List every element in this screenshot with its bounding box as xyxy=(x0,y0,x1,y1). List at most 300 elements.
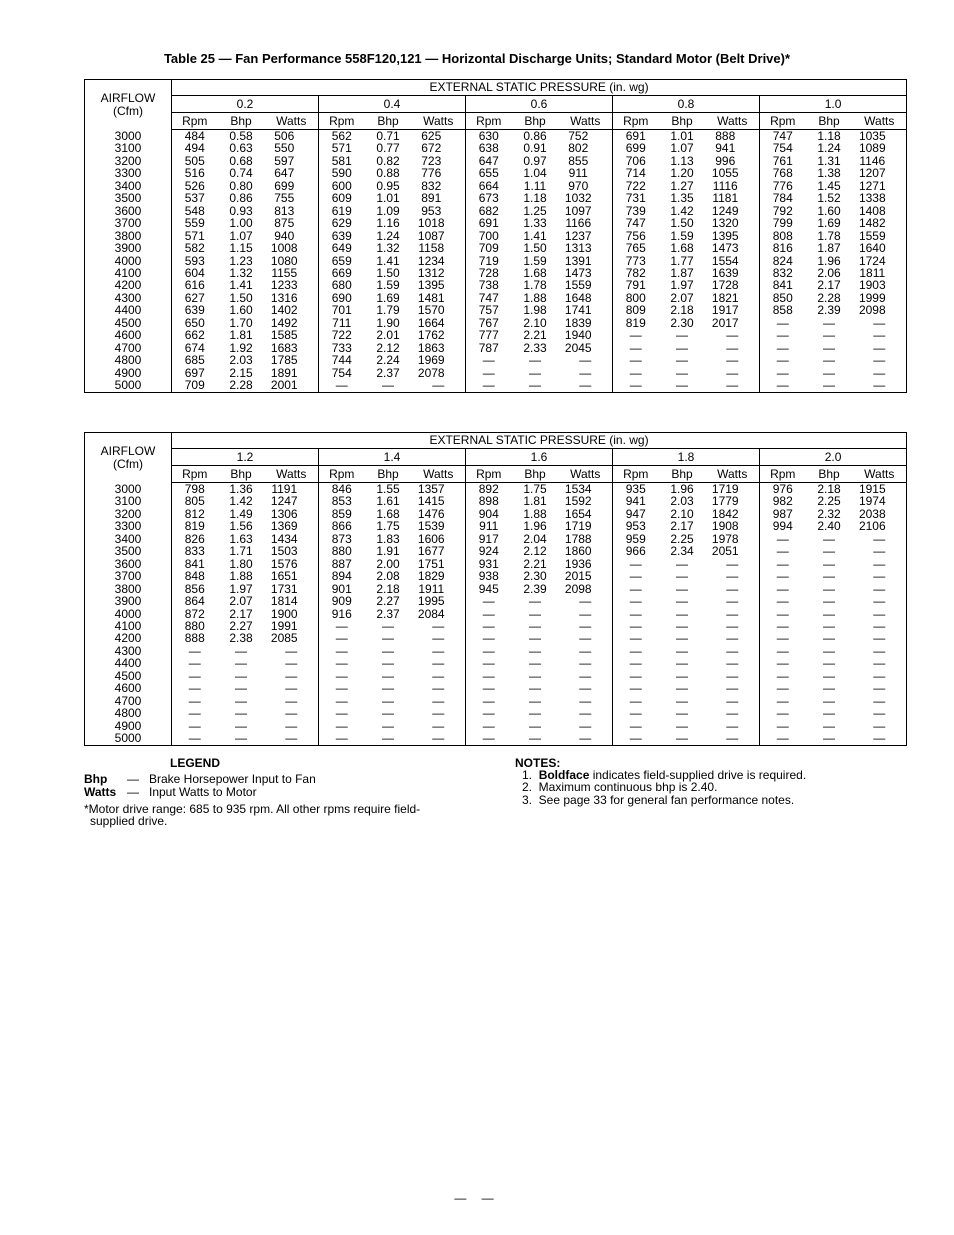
rpm-cell: — xyxy=(776,706,789,721)
airflow-cell: 4700 xyxy=(85,342,172,354)
bhp-cell: — xyxy=(676,378,688,393)
watts-cell: 1357 xyxy=(412,483,466,496)
rpm-cell: — xyxy=(776,353,789,368)
rpm-cell: 872 xyxy=(184,606,205,621)
rpm-cell: 761 xyxy=(772,153,793,168)
watts-cell: 1900 xyxy=(265,608,319,620)
rpm-cell: 898 xyxy=(478,494,499,509)
bhp-cell: 2.18 xyxy=(376,581,400,596)
watts-cell: 1779 xyxy=(706,495,760,507)
bhp-cell: — xyxy=(235,643,247,658)
rpm-cell: 571 xyxy=(184,228,205,243)
watts-cell: — xyxy=(873,718,886,733)
bhp-cell: 1.38 xyxy=(817,166,841,181)
rpm-cell: 619 xyxy=(331,203,352,218)
watts-cell: 1233 xyxy=(265,279,319,291)
watts-cell: 1146 xyxy=(859,153,886,168)
bhp-cell: 2.40 xyxy=(817,519,841,534)
pressure-header: 1.2 xyxy=(172,449,319,466)
watts-cell: — xyxy=(706,583,760,595)
rpm-cell: — xyxy=(629,581,642,596)
bhp-cell: 1.33 xyxy=(523,216,547,231)
rpm-cell: 711 xyxy=(332,315,352,330)
watts-cell: — xyxy=(706,570,760,582)
bhp-cell: 1.78 xyxy=(817,228,841,243)
watts-cell: — xyxy=(873,531,886,546)
bhp-cell: — xyxy=(823,668,835,683)
rpm-cell: 909 xyxy=(331,594,352,609)
airflow-cell: 4500 xyxy=(85,670,172,682)
watts-cell: 1271 xyxy=(858,178,886,193)
bhp-cell: 2.30 xyxy=(523,569,547,584)
bhp-cell: 2.06 xyxy=(817,265,841,280)
watts-cell: — xyxy=(873,556,886,571)
watts-cell: — xyxy=(706,632,760,644)
rpm-cell: — xyxy=(776,668,789,683)
bhp-cell: 1.80 xyxy=(229,556,253,571)
watts-cell: — xyxy=(412,379,466,392)
watts-cell: 776 xyxy=(412,167,466,179)
bhp-cell: 1.31 xyxy=(817,153,841,168)
rpm-column-header: Rpm xyxy=(172,113,218,130)
bhp-cell: 1.69 xyxy=(817,216,841,231)
bhp-cell: — xyxy=(235,706,247,721)
bhp-cell: 1.18 xyxy=(817,129,841,143)
table-row xyxy=(85,167,907,179)
rpm-cell: 959 xyxy=(625,531,646,546)
watts-cell: 855 xyxy=(559,155,613,167)
bhp-cell: 1.24 xyxy=(817,141,841,156)
bhp-cell: — xyxy=(823,731,835,746)
watts-cell: — xyxy=(706,732,760,745)
watts-cell: — xyxy=(873,706,886,721)
bhp-cell: — xyxy=(676,594,688,609)
airflow-cell: 4200 xyxy=(85,632,172,644)
watts-cell: 1482 xyxy=(858,216,886,231)
rpm-cell: 947 xyxy=(625,506,646,521)
bhp-cell: — xyxy=(823,594,835,609)
airflow-cell: 4700 xyxy=(85,695,172,707)
bhp-cell: 2.25 xyxy=(670,531,694,546)
watts-cell: — xyxy=(873,643,886,658)
rpm-cell: 953 xyxy=(625,519,646,534)
rpm-cell: 630 xyxy=(478,129,499,143)
rpm-cell: 682 xyxy=(478,203,499,218)
bhp-cell: — xyxy=(676,731,688,746)
bhp-cell: — xyxy=(676,340,688,355)
rpm-cell: 767 xyxy=(478,315,499,330)
rpm-cell: 864 xyxy=(184,594,205,609)
bhp-cell: 2.39 xyxy=(523,581,547,596)
bhp-cell: 1.68 xyxy=(670,241,694,256)
bhp-cell: 0.97 xyxy=(523,153,547,168)
bhp-cell: 2.18 xyxy=(670,303,694,318)
rpm-cell: 739 xyxy=(625,203,646,218)
rpm-cell: 600 xyxy=(331,178,352,193)
rpm-cell: 731 xyxy=(625,191,646,206)
bhp-cell: 2.07 xyxy=(670,290,694,305)
watts-cell: — xyxy=(412,632,466,644)
watts-cell: 953 xyxy=(412,205,466,217)
watts-cell: 1915 xyxy=(858,482,886,496)
airflow-cell: 4400 xyxy=(85,304,172,316)
watts-cell: — xyxy=(873,631,886,646)
bhp-cell: 0.74 xyxy=(229,166,253,181)
rpm-cell: 754 xyxy=(772,141,793,156)
bhp-cell: 2.24 xyxy=(376,353,400,368)
watts-cell: 1585 xyxy=(265,329,319,341)
rpm-cell: — xyxy=(629,668,642,683)
bhp-cell: — xyxy=(382,378,394,393)
pressure-header: 1.4 xyxy=(319,449,466,466)
rpm-cell: 706 xyxy=(625,153,646,168)
rpm-cell: — xyxy=(188,706,201,721)
watts-cell: — xyxy=(559,670,613,682)
watts-cell: — xyxy=(559,379,613,392)
bhp-cell: 1.50 xyxy=(376,265,400,280)
rpm-cell: — xyxy=(482,618,495,633)
rpm-cell: — xyxy=(776,594,789,609)
watts-cell: — xyxy=(265,720,319,732)
table-row xyxy=(85,304,907,316)
rpm-cell: — xyxy=(629,643,642,658)
bhp-cell: 1.07 xyxy=(229,228,253,243)
bhp-cell: — xyxy=(529,606,541,621)
rpm-cell: — xyxy=(776,606,789,621)
rpm-cell: — xyxy=(335,631,348,646)
bhp-cell: — xyxy=(235,656,247,671)
bhp-column-header: Bhp xyxy=(806,466,853,483)
rpm-cell: 938 xyxy=(478,569,499,584)
rpm-cell: 701 xyxy=(331,303,352,318)
pressure-header: 1.6 xyxy=(466,449,613,466)
rpm-cell: 627 xyxy=(184,290,205,305)
airflow-cell: 3900 xyxy=(85,242,172,254)
bhp-cell: — xyxy=(823,693,835,708)
airflow-cell: 5000 xyxy=(85,379,172,392)
watts-cell: — xyxy=(706,707,760,719)
watts-cell: 2038 xyxy=(858,506,886,521)
watts-cell: — xyxy=(412,720,466,732)
watts-cell: 1724 xyxy=(858,253,886,268)
watts-cell: 1683 xyxy=(265,342,319,354)
watts-cell: — xyxy=(412,707,466,719)
airflow-cell: 3000 xyxy=(85,130,172,143)
watts-cell: 1089 xyxy=(858,141,886,156)
watts-cell: 1731 xyxy=(265,583,319,595)
watts-column-header: Watts xyxy=(265,113,319,130)
watts-cell: 1559 xyxy=(559,279,613,291)
bhp-cell: 1.77 xyxy=(670,253,694,268)
watts-cell: — xyxy=(412,732,466,745)
bhp-cell: 1.07 xyxy=(670,141,694,156)
bhp-cell: 1.75 xyxy=(376,519,400,534)
rpm-cell: 841 xyxy=(184,556,205,571)
bhp-cell: — xyxy=(529,731,541,746)
rpm-cell: 582 xyxy=(184,241,205,256)
rpm-cell: 629 xyxy=(331,216,352,231)
bhp-cell: 1.81 xyxy=(229,328,253,343)
watts-cell: 1863 xyxy=(412,342,466,354)
rpm-cell: 571 xyxy=(331,141,352,156)
rpm-cell: — xyxy=(629,594,642,609)
rpm-cell: — xyxy=(776,328,789,343)
watts-cell: — xyxy=(873,606,886,621)
rpm-cell: 754 xyxy=(331,365,352,380)
bhp-cell: 0.80 xyxy=(229,178,253,193)
watts-cell: 647 xyxy=(265,167,319,179)
rpm-cell: 935 xyxy=(625,482,646,496)
bhp-cell: — xyxy=(676,365,688,380)
bhp-cell: 2.12 xyxy=(376,340,400,355)
watts-cell: 1751 xyxy=(412,558,466,570)
rpm-cell: — xyxy=(482,656,495,671)
watts-cell: 1087 xyxy=(412,230,466,242)
rpm-cell: — xyxy=(629,618,642,633)
note-3: 3. See page 33 for general fan performance notes. xyxy=(522,793,795,807)
watts-cell: 940 xyxy=(265,230,319,242)
watts-cell: 1018 xyxy=(412,217,466,229)
bhp-cell: — xyxy=(823,340,835,355)
bhp-cell: — xyxy=(529,594,541,609)
watts-cell: — xyxy=(265,695,319,707)
bhp-cell: 1.16 xyxy=(376,216,400,231)
rpm-cell: 593 xyxy=(184,253,205,268)
rpm-cell: 765 xyxy=(625,241,646,256)
bhp-cell: 1.69 xyxy=(376,290,400,305)
bhp-cell: — xyxy=(676,618,688,633)
bhp-cell: — xyxy=(676,569,688,584)
watts-cell: 1306 xyxy=(265,508,319,520)
rpm-cell: — xyxy=(188,693,201,708)
watts-cell: — xyxy=(559,695,613,707)
bhp-cell: 1.50 xyxy=(670,216,694,231)
bhp-cell: 2.03 xyxy=(670,494,694,509)
bhp-cell: 0.82 xyxy=(376,153,400,168)
rpm-cell: — xyxy=(629,353,642,368)
rpm-cell: — xyxy=(776,693,789,708)
rpm-cell: 994 xyxy=(772,519,793,534)
bhp-cell: — xyxy=(676,718,688,733)
bhp-cell: 1.49 xyxy=(229,506,253,521)
rpm-cell: 649 xyxy=(331,241,352,256)
rpm-cell: — xyxy=(629,656,642,671)
bhp-cell: 1.97 xyxy=(670,278,694,293)
rpm-cell: 873 xyxy=(331,531,352,546)
bhp-column-header: Bhp xyxy=(806,113,853,130)
rpm-cell: 982 xyxy=(772,494,793,509)
bhp-cell: 1.01 xyxy=(670,129,694,143)
bhp-cell: — xyxy=(823,581,835,596)
airflow-cell: 4600 xyxy=(85,682,172,694)
watts-cell: 1811 xyxy=(859,265,886,280)
watts-cell: 2085 xyxy=(265,632,319,644)
rpm-cell: 685 xyxy=(184,353,205,368)
bhp-cell: 1.79 xyxy=(376,303,400,318)
bhp-cell: 1.96 xyxy=(670,482,694,496)
bhp-cell: — xyxy=(823,365,835,380)
watts-cell: 1606 xyxy=(412,533,466,545)
rpm-cell: 850 xyxy=(772,290,793,305)
watts-cell: 1434 xyxy=(265,533,319,545)
rpm-cell: 987 xyxy=(772,506,793,521)
watts-column-header: Watts xyxy=(559,466,613,483)
bhp-cell: 2.01 xyxy=(376,328,400,343)
bhp-cell: 1.41 xyxy=(229,278,253,293)
airflow-label: AIRFLOW xyxy=(100,90,156,105)
fan-performance-table-1 xyxy=(84,79,907,393)
rpm-cell: 647 xyxy=(478,153,499,168)
watts-cell: 699 xyxy=(265,180,319,192)
airflow-header xyxy=(85,433,172,483)
rpm-cell: 784 xyxy=(772,191,793,206)
watts-cell: — xyxy=(706,720,760,732)
watts-cell: — xyxy=(873,544,886,559)
watts-cell: — xyxy=(873,681,886,696)
watts-cell: — xyxy=(873,731,886,746)
watts-cell: 625 xyxy=(412,130,466,143)
rpm-cell: — xyxy=(776,681,789,696)
rpm-cell: 638 xyxy=(478,141,499,156)
watts-cell: 1097 xyxy=(559,205,613,217)
rpm-cell: — xyxy=(776,556,789,571)
watts-cell: 1648 xyxy=(559,292,613,304)
bhp-cell: 2.21 xyxy=(523,328,547,343)
rpm-cell: 581 xyxy=(331,153,352,168)
watts-cell: — xyxy=(706,670,760,682)
pressure-header: 1.0 xyxy=(760,96,907,113)
watts-cell: 2001 xyxy=(265,379,319,392)
watts-cell: 1978 xyxy=(706,533,760,545)
table-row xyxy=(85,545,907,557)
bhp-cell: — xyxy=(529,631,541,646)
rpm-cell: — xyxy=(629,706,642,721)
table-row xyxy=(85,657,907,669)
rpm-cell: — xyxy=(629,731,642,746)
bhp-cell: 0.95 xyxy=(376,178,400,193)
watts-cell: 911 xyxy=(559,167,613,179)
airflow-cell: 3500 xyxy=(85,545,172,557)
rpm-cell: 841 xyxy=(772,278,793,293)
watts-cell: 1969 xyxy=(412,354,466,366)
bhp-cell: — xyxy=(823,353,835,368)
rpm-cell: 655 xyxy=(478,166,499,181)
rpm-cell: 892 xyxy=(478,482,499,496)
rpm-cell: 856 xyxy=(184,581,205,596)
watts-cell: 672 xyxy=(412,142,466,154)
bhp-cell: 1.68 xyxy=(376,506,400,521)
watts-cell: — xyxy=(559,595,613,607)
rpm-cell: — xyxy=(188,718,201,733)
rpm-cell: — xyxy=(776,378,789,393)
watts-column-header: Watts xyxy=(412,466,466,483)
table-title: Table 25 — Fan Performance 558F120,121 — Horizontal Discharge Units; Standard Motor (Belt Drive)* xyxy=(163,51,791,66)
rpm-cell: 664 xyxy=(478,178,499,193)
rpm-cell: 537 xyxy=(184,191,205,206)
watts-cell: — xyxy=(265,732,319,745)
rpm-cell: 562 xyxy=(331,129,352,143)
watts-cell: 875 xyxy=(265,217,319,229)
rpm-cell: 756 xyxy=(625,228,646,243)
rpm-cell: 747 xyxy=(625,216,646,231)
bhp-cell: 1.25 xyxy=(523,203,547,218)
bhp-cell: 0.88 xyxy=(376,166,400,181)
watts-cell: — xyxy=(873,378,886,393)
bhp-cell: 1.59 xyxy=(376,278,400,293)
table-row xyxy=(85,192,907,204)
watts-cell: 1391 xyxy=(559,255,613,267)
watts-cell: 1814 xyxy=(265,595,319,607)
watts-cell: — xyxy=(706,608,760,620)
watts-cell: 1719 xyxy=(706,483,760,496)
watts-cell: 1473 xyxy=(706,242,760,254)
rpm-cell: 787 xyxy=(478,340,499,355)
rpm-cell: 604 xyxy=(184,265,205,280)
rpm-cell: 777 xyxy=(478,328,499,343)
bhp-cell: 1.11 xyxy=(523,178,547,193)
rpm-cell: — xyxy=(335,618,348,633)
watts-column-header: Watts xyxy=(853,113,907,130)
watts-cell: — xyxy=(873,668,886,683)
watts-cell: — xyxy=(873,365,886,380)
table-row xyxy=(85,682,907,694)
watts-cell: 1651 xyxy=(265,570,319,582)
bhp-column-header: Bhp xyxy=(365,466,412,483)
rpm-cell: — xyxy=(482,681,495,696)
bhp-cell: 1.52 xyxy=(817,191,841,206)
bhp-cell: 2.00 xyxy=(376,556,400,571)
rpm-cell: 697 xyxy=(184,365,205,380)
rpm-cell: 616 xyxy=(184,278,205,293)
watts-cell: — xyxy=(559,720,613,732)
bhp-cell: 1.60 xyxy=(229,303,253,318)
watts-column-header: Watts xyxy=(706,466,760,483)
bhp-cell: 2.30 xyxy=(670,315,694,330)
airflow-cell: 3100 xyxy=(85,142,172,154)
rpm-cell: 976 xyxy=(772,482,793,496)
watts-cell: 506 xyxy=(265,130,319,143)
note-boldface: Boldface xyxy=(538,768,590,782)
bhp-cell: — xyxy=(676,328,688,343)
rpm-cell: 819 xyxy=(184,519,205,534)
airflow-cell: 4900 xyxy=(85,367,172,379)
airflow-cell: 3200 xyxy=(85,508,172,520)
bhp-column-header: Bhp xyxy=(659,466,706,483)
watts-cell: 1559 xyxy=(858,228,886,243)
rpm-cell: 548 xyxy=(184,203,205,218)
rpm-cell: 773 xyxy=(625,253,646,268)
rpm-cell: — xyxy=(335,643,348,658)
watts-cell: 2084 xyxy=(412,608,466,620)
watts-cell: 1592 xyxy=(559,495,613,507)
legend-term: Bhp xyxy=(84,772,108,786)
pressure-header: 0.6 xyxy=(466,96,613,113)
watts-cell: — xyxy=(706,354,760,366)
watts-cell: — xyxy=(412,620,466,632)
rpm-cell: 609 xyxy=(331,191,352,206)
watts-cell: 1762 xyxy=(412,329,466,341)
bhp-column-header: Bhp xyxy=(218,113,265,130)
airflow-label: AIRFLOW xyxy=(100,443,156,458)
watts-cell: — xyxy=(559,608,613,620)
rpm-cell: — xyxy=(335,731,348,746)
watts-column-header: Watts xyxy=(559,113,613,130)
watts-cell: 1576 xyxy=(265,558,319,570)
rpm-cell: — xyxy=(335,656,348,671)
fan-performance-table-2 xyxy=(84,432,907,746)
rpm-column-header: Rpm xyxy=(760,466,806,483)
bhp-cell: — xyxy=(676,631,688,646)
